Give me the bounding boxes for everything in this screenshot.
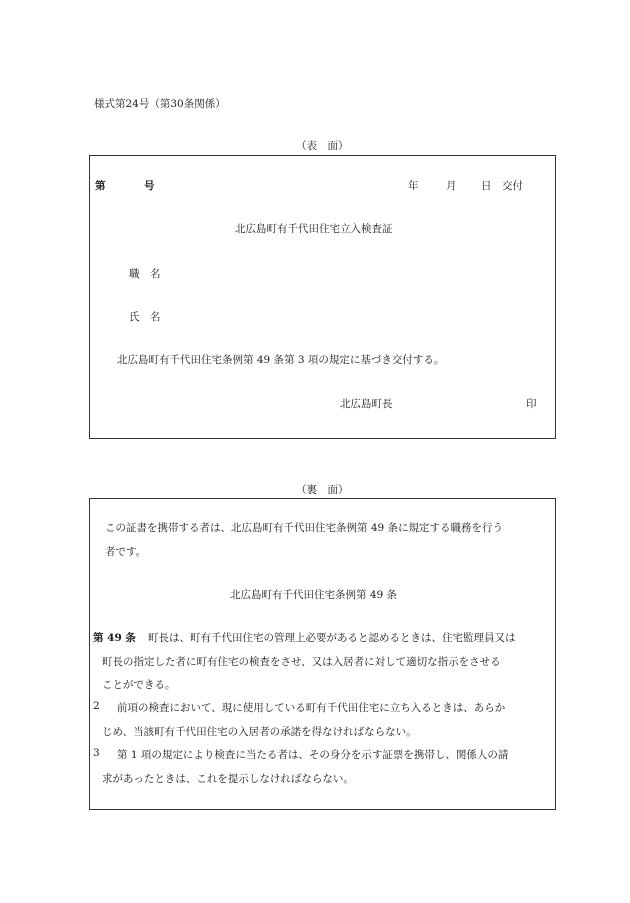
item-3-number: 3: [93, 747, 100, 759]
article-line-3: ことができる。: [102, 679, 176, 691]
item-2-number: 2: [93, 700, 100, 712]
front-heading: （表 面）: [296, 140, 349, 152]
front-card: [89, 155, 556, 439]
issue-statement: 北広島町有千代田住宅条例第 49 条第 3 項の規定に基づき交付する。: [117, 354, 445, 366]
card-title: 北広島町有千代田住宅立入検査証: [235, 223, 393, 235]
date-month: 月: [446, 180, 457, 192]
date-day: 日: [481, 180, 492, 192]
date-year: 年: [408, 180, 419, 192]
back-card: [89, 498, 556, 810]
job-label: 職 名: [129, 268, 161, 280]
form-label: 様式第24号（第30条関係）: [94, 98, 226, 110]
number-suffix: 号: [144, 180, 155, 192]
intro-line-2: 者です。: [105, 546, 147, 558]
issuer-name: 北広島町長: [340, 398, 393, 410]
item-2-line-1: 前項の検査において、現に使用している町有千代田住宅に立ち入るときは、あらか: [117, 702, 506, 714]
ordinance-title: 北広島町有千代田住宅条例第 49 条: [230, 589, 398, 601]
item-3-line-2: 求があったときは、これを提示しなければならない。: [102, 773, 354, 785]
name-label: 氏 名: [129, 311, 161, 323]
item-3-line-1: 第 1 項の規定により検査に当たる者は、その身分を示す証票を携帯し、関係人の請: [117, 749, 509, 761]
article-line-1: 町長は、町有千代田住宅の管理上必要があると認めるときは、住宅監理員又は: [148, 632, 516, 644]
article-line-2: 町長の指定した者に町有住宅の検査をさせ、又は入居者に対して適切な指示をさせる: [102, 656, 501, 668]
number-prefix: 第: [95, 180, 106, 192]
seal-mark: 印: [526, 398, 537, 410]
item-2-line-2: じめ、当該町有千代田住宅の入居者の承諾を得なければならない。: [102, 726, 417, 738]
date-issued: 交付: [502, 180, 523, 192]
intro-line-1: この証書を携帯する者は、北広島町有千代田住宅条例第 49 条に規定する職務を行う: [105, 522, 504, 534]
back-heading: （裏 面）: [296, 484, 349, 496]
article-label: 第 49 条: [93, 632, 136, 644]
